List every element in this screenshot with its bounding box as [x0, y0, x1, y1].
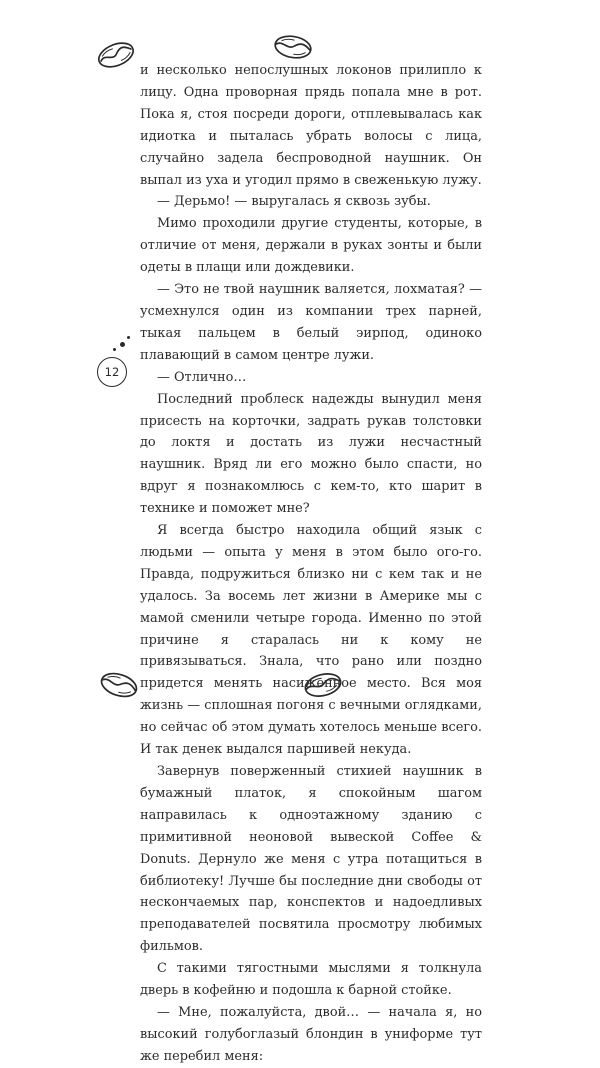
- paragraph: — Дерьмо! — выругалась я сквозь зубы.: [157, 194, 431, 210]
- page-number: 12: [97, 357, 127, 387]
- coffee-bean-icon: [93, 38, 139, 72]
- decorative-dot: [127, 336, 130, 339]
- decorative-dot: [113, 348, 116, 351]
- paragraph: и несколько непослушных локонов прилипло к лицу. Одна проворная прядь попала мне в рот. Пока я, стоя посреди дороги, отплевывалась как идиотка и пыталась убрать волосы с лица, случайно задела беспроводной наушник. Он выпал из уха и угодил прямо в свеженькую лужу.: [140, 63, 482, 188]
- paragraph: С такими тягостными мыслями я толкнула дверь в кофейню и подошла к барной стойке.: [140, 961, 482, 999]
- paragraph: Последний проблеск надежды вынудил меня присесть на корточки, задрать рукав толстовки до локтя и достать из лужи несчастный наушник. Вряд ли его можно было спасти, но вдруг я познакомлюсь с кем-то, кто шарит в технике и поможет мне?: [140, 391, 482, 517]
- page-text: [140, 60, 482, 1068]
- coffee-bean-icon: [96, 668, 142, 702]
- paragraph: — Отлично…: [157, 369, 247, 385]
- paragraph: Мимо проходили другие студенты, которые, в отличие от меня, держали в руках зонты и были одеты в плащи или дождевики.: [140, 216, 482, 276]
- coffee-bean-icon: [270, 30, 316, 64]
- decorative-dot: [120, 342, 125, 347]
- paragraph: Завернув поверженный стихией наушник в бумажный платок, я спокойным шагом направилась к одноэтажному зданию с примитивной неоновой вывеской Coffee & Donuts. Дернуло же меня с утра потащиться в библиотеку! Лучше бы последние дни свободы от нескончаемых пар, конспектов и надоедливых преподавателей посвятила просмотру любимых фильмов.: [140, 764, 482, 955]
- paragraph: — Мне, пожалуйста, двой… — начала я, но высокий голубоглазый блондин в униформе тут же перебил меня:: [140, 1004, 482, 1064]
- paragraph: — Это не твой наушник валяется, лохматая? — усмехнулся один из компании трех парней, тыкая пальцем в белый эирпод, одиноко плавающий в самом центре лужи.: [140, 282, 482, 363]
- paragraph: Я всегда быстро находила общий язык с людьми — опыта у меня в этом было ого-го. Правда, подружиться близко ни с кем так и не удалось. За восемь лет жизни в Америке мы с мамой сменили четыре города. Именно по этой причине я старалась ни к кому не привязываться. Знала, что рано или поздно придется менять насиженное место. Вся моя жизнь — сплошная погоня с вечными оглядками, но сейчас об этом думать хотелось меньше всего. И так денек выдался паршивей некуда.: [140, 523, 482, 758]
